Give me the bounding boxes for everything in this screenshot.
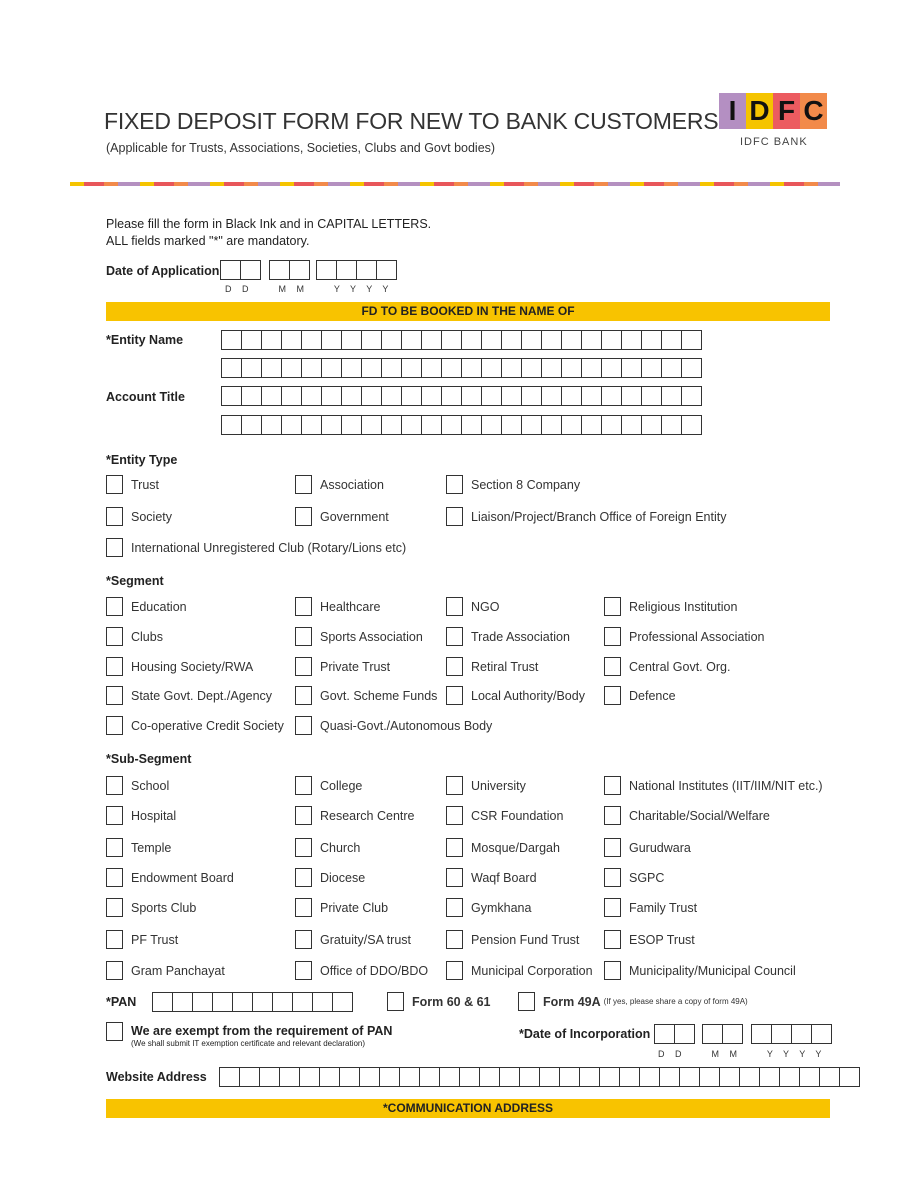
checkbox[interactable] — [604, 627, 621, 646]
form-subtitle: (Applicable for Trusts, Associations, Societies, Clubs and Govt bodies) — [106, 141, 496, 155]
checkbox-option[interactable] — [604, 657, 730, 676]
checkbox[interactable] — [106, 538, 123, 557]
checkbox-option[interactable] — [295, 597, 380, 616]
option-label: Temple — [131, 840, 172, 855]
checkbox[interactable] — [295, 961, 312, 980]
option-label: Office of DDO/BDO — [320, 963, 429, 978]
checkbox-option[interactable] — [106, 868, 234, 887]
form60-option[interactable] — [387, 992, 491, 1011]
option-label: Government — [320, 509, 389, 524]
checkbox-option[interactable] — [295, 686, 437, 705]
pan-exempt-note: (We shall submit IT exemption certificate and relevant declaration) — [131, 1039, 366, 1048]
logo-letter: I — [719, 93, 746, 129]
checkbox[interactable] — [446, 930, 463, 949]
option-label: University — [471, 778, 526, 793]
option-label: SGPC — [629, 870, 665, 885]
checkbox[interactable] — [446, 961, 463, 980]
checkbox[interactable] — [387, 992, 404, 1011]
option-label: Pension Fund Trust — [471, 932, 580, 947]
option-label: School — [131, 778, 170, 793]
option-label: Society — [131, 509, 172, 524]
option-label: Housing Society/RWA — [131, 659, 254, 674]
checkbox[interactable] — [106, 898, 123, 917]
checkbox-option[interactable] — [604, 868, 664, 887]
date-format-hint: D D M M Y Y Y Y — [225, 284, 393, 294]
checkbox[interactable] — [106, 657, 123, 676]
checkbox[interactable] — [518, 992, 535, 1011]
checkbox[interactable] — [604, 930, 621, 949]
inc-format-hint: D D M M Y Y Y Y — [658, 1049, 826, 1059]
checkbox[interactable] — [295, 507, 312, 526]
logo-letter: C — [800, 93, 827, 129]
option-label: PF Trust — [131, 932, 179, 947]
checkbox-option[interactable] — [295, 898, 388, 917]
option-label: Trade Association — [471, 629, 570, 644]
option-label: CSR Foundation — [471, 808, 564, 823]
decorative-stripe — [70, 182, 840, 186]
checkbox[interactable] — [446, 838, 463, 857]
checkbox-option[interactable] — [604, 930, 695, 949]
checkbox[interactable] — [295, 776, 312, 795]
option-label: Sports Club — [131, 900, 197, 915]
option-label: Govt. Scheme Funds — [320, 688, 438, 703]
section-header: FD TO BE BOOKED IN THE NAME OF — [106, 302, 830, 321]
checkbox[interactable] — [106, 686, 123, 705]
checkbox[interactable] — [604, 776, 621, 795]
checkbox-option[interactable] — [446, 838, 560, 857]
checkbox[interactable] — [295, 716, 312, 735]
checkbox-option[interactable] — [295, 716, 492, 735]
date-month-input[interactable] — [269, 260, 310, 280]
checkbox-option[interactable] — [106, 597, 187, 616]
option-label: Defence — [629, 688, 676, 703]
date-application-label: Date of Application — [106, 264, 220, 278]
entity-name-input[interactable] — [221, 358, 702, 378]
checkbox-option[interactable] — [446, 930, 579, 949]
option-label: Gymkhana — [471, 900, 532, 915]
checkbox-option[interactable] — [446, 475, 580, 494]
checkbox-option[interactable] — [106, 898, 196, 917]
option-label: Quasi-Govt./Autonomous Body — [320, 718, 493, 733]
option-label: NGO — [471, 599, 500, 614]
checkbox-option[interactable] — [106, 686, 272, 705]
checkbox[interactable] — [106, 838, 123, 857]
option-label: Gram Panchayat — [131, 963, 225, 978]
date-day-input[interactable] — [220, 260, 261, 280]
checkbox-option[interactable] — [106, 538, 406, 557]
pan-exempt-label: We are exempt from the requirement of PAN — [131, 1024, 393, 1038]
checkbox-option[interactable] — [295, 657, 390, 676]
checkbox-option[interactable] — [295, 961, 428, 980]
option-label: Trust — [131, 477, 160, 492]
checkbox[interactable] — [604, 868, 621, 887]
option-label: Charitable/Social/Welfare — [629, 808, 770, 823]
checkbox[interactable] — [446, 868, 463, 887]
inc-month-input[interactable] — [702, 1024, 743, 1044]
instruction: Please fill the form in Black Ink and in CAPITAL LETTERS. — [106, 217, 432, 231]
logo-caption: IDFC BANK — [740, 136, 808, 148]
checkbox[interactable] — [295, 838, 312, 857]
checkbox[interactable] — [295, 930, 312, 949]
checkbox-option[interactable] — [106, 838, 171, 857]
option-label: Endowment Board — [131, 870, 234, 885]
option-label: Mosque/Dargah — [471, 840, 560, 855]
account-title-input[interactable] — [221, 415, 702, 435]
checkbox-option[interactable] — [295, 507, 389, 526]
checkbox-option[interactable] — [295, 776, 362, 795]
checkbox[interactable] — [446, 627, 463, 646]
checkbox-option[interactable] — [604, 686, 676, 705]
option-label: ESOP Trust — [629, 932, 695, 947]
checkbox-option[interactable] — [446, 776, 526, 795]
checkbox[interactable] — [295, 657, 312, 676]
date-year-input[interactable] — [316, 260, 397, 280]
form49a-note: (If yes, please share a copy of form 49A) — [603, 997, 748, 1006]
checkbox-option[interactable] — [446, 597, 499, 616]
pan-label: *PAN — [106, 995, 137, 1009]
inc-day-input[interactable] — [654, 1024, 695, 1044]
form49a-option[interactable] — [518, 992, 748, 1011]
option-label: Association — [320, 477, 384, 492]
checkbox[interactable] — [295, 868, 312, 887]
logo-letter: F — [773, 93, 800, 129]
section-header: *COMMUNICATION ADDRESS — [106, 1099, 830, 1118]
checkbox[interactable] — [295, 898, 312, 917]
option-label: Section 8 Company — [471, 477, 581, 492]
checkbox-option[interactable] — [106, 961, 225, 980]
option-label: International Unregistered Club (Rotary/Lions etc) — [131, 540, 407, 555]
checkbox[interactable] — [604, 961, 621, 980]
option-label: Education — [131, 599, 187, 614]
checkbox[interactable] — [106, 507, 123, 526]
checkbox[interactable] — [604, 597, 621, 616]
checkbox-option[interactable] — [106, 716, 284, 735]
checkbox[interactable] — [446, 507, 463, 526]
checkbox[interactable] — [106, 806, 123, 825]
checkbox-option[interactable] — [106, 806, 176, 825]
checkbox-option[interactable] — [604, 597, 737, 616]
checkbox[interactable] — [604, 657, 621, 676]
checkbox[interactable] — [295, 686, 312, 705]
form60-label: Form 60 & 61 — [412, 994, 491, 1009]
entity-type-label: *Entity Type — [106, 453, 178, 467]
checkbox-option[interactable] — [106, 657, 253, 676]
checkbox-option[interactable] — [604, 898, 697, 917]
option-label: Sports Association — [320, 629, 423, 644]
checkbox[interactable] — [446, 776, 463, 795]
checkbox-option[interactable] — [295, 475, 384, 494]
checkbox-option[interactable] — [446, 507, 726, 526]
checkbox-option[interactable] — [446, 806, 563, 825]
checkbox-option[interactable] — [106, 475, 159, 494]
instruction: ALL fields marked "*" are mandatory. — [106, 234, 310, 248]
entity-name-label: *Entity Name — [106, 333, 184, 347]
option-label: Research Centre — [320, 808, 415, 823]
idfc-logo — [719, 93, 827, 129]
option-label: Municipal Corporation — [471, 963, 593, 978]
website-input[interactable] — [219, 1067, 860, 1087]
option-label: Private Club — [320, 900, 389, 915]
checkbox[interactable] — [446, 806, 463, 825]
option-label: State Govt. Dept./Agency — [131, 688, 273, 703]
option-label: College — [320, 778, 363, 793]
checkbox[interactable] — [604, 838, 621, 857]
option-label: Clubs — [131, 629, 163, 644]
segment-label: *Segment — [106, 574, 164, 588]
checkbox-option[interactable] — [295, 627, 423, 646]
checkbox-option[interactable] — [295, 838, 360, 857]
option-label: Municipality/Municipal Council — [629, 963, 796, 978]
option-label: Professional Association — [629, 629, 765, 644]
checkbox-option[interactable] — [604, 838, 691, 857]
option-label: Central Govt. Org. — [629, 659, 731, 674]
checkbox[interactable] — [446, 475, 463, 494]
option-label: Hospital — [131, 808, 177, 823]
checkbox[interactable] — [295, 597, 312, 616]
checkbox[interactable] — [106, 868, 123, 887]
checkbox-option[interactable] — [446, 961, 593, 980]
checkbox-option[interactable] — [446, 868, 537, 887]
checkbox[interactable] — [604, 686, 621, 705]
option-label: Family Trust — [629, 900, 698, 915]
checkbox-option[interactable] — [446, 686, 585, 705]
pan-input[interactable] — [152, 992, 353, 1012]
option-label: Healthcare — [320, 599, 381, 614]
checkbox[interactable] — [295, 627, 312, 646]
incorporation-label: *Date of Incorporation — [519, 1027, 651, 1041]
sub-segment-label: *Sub-Segment — [106, 752, 192, 766]
option-label: Co-operative Credit Society — [131, 718, 284, 733]
checkbox[interactable] — [106, 961, 123, 980]
checkbox[interactable] — [446, 597, 463, 616]
checkbox-option[interactable] — [295, 806, 415, 825]
checkbox[interactable] — [295, 806, 312, 825]
option-label: Waqf Board — [471, 870, 537, 885]
checkbox[interactable] — [106, 475, 123, 494]
option-label: Liaison/Project/Branch Office of Foreign Entity — [471, 509, 727, 524]
option-label: Private Trust — [320, 659, 391, 674]
checkbox[interactable] — [604, 898, 621, 917]
checkbox-option[interactable] — [604, 961, 796, 980]
checkbox[interactable] — [295, 475, 312, 494]
option-label: Diocese — [320, 870, 366, 885]
account-title-input[interactable] — [221, 386, 702, 406]
checkbox[interactable] — [446, 898, 463, 917]
checkbox-option[interactable] — [295, 868, 365, 887]
checkbox-option[interactable] — [106, 507, 172, 526]
checkbox-option[interactable] — [604, 627, 765, 646]
checkbox-option[interactable] — [106, 776, 169, 795]
option-label: Retiral Trust — [471, 659, 539, 674]
checkbox-option[interactable] — [106, 627, 163, 646]
option-label: Gurudwara — [629, 840, 691, 855]
inc-year-input[interactable] — [751, 1024, 832, 1044]
form49a-label: Form 49A — [543, 994, 601, 1009]
option-label: National Institutes (IIT/IIM/NIT etc.) — [629, 778, 823, 793]
checkbox-option[interactable] — [446, 657, 538, 676]
checkbox[interactable] — [106, 776, 123, 795]
checkbox-option[interactable] — [446, 627, 570, 646]
checkbox-option[interactable] — [604, 806, 770, 825]
option-label: Local Authority/Body — [471, 688, 585, 703]
checkbox-option[interactable] — [446, 898, 531, 917]
entity-name-input[interactable] — [221, 330, 702, 350]
checkbox-option[interactable] — [604, 776, 823, 795]
pan-exempt-checkbox[interactable] — [106, 1022, 123, 1041]
website-label: Website Address — [106, 1070, 207, 1084]
checkbox[interactable] — [106, 597, 123, 616]
checkbox[interactable] — [106, 716, 123, 735]
checkbox[interactable] — [446, 686, 463, 705]
logo-letter: D — [746, 93, 773, 129]
option-label: Gratuity/SA trust — [320, 932, 412, 947]
account-title-label: Account Title — [106, 390, 185, 404]
option-label: Church — [320, 840, 361, 855]
option-label: Religious Institution — [629, 599, 738, 614]
checkbox[interactable] — [604, 806, 621, 825]
checkbox[interactable] — [106, 930, 123, 949]
checkbox[interactable] — [446, 657, 463, 676]
checkbox[interactable] — [106, 627, 123, 646]
checkbox-option[interactable] — [295, 930, 411, 949]
form-title: FIXED DEPOSIT FORM FOR NEW TO BANK CUSTOMERS — [104, 108, 719, 134]
checkbox-option[interactable] — [106, 930, 178, 949]
